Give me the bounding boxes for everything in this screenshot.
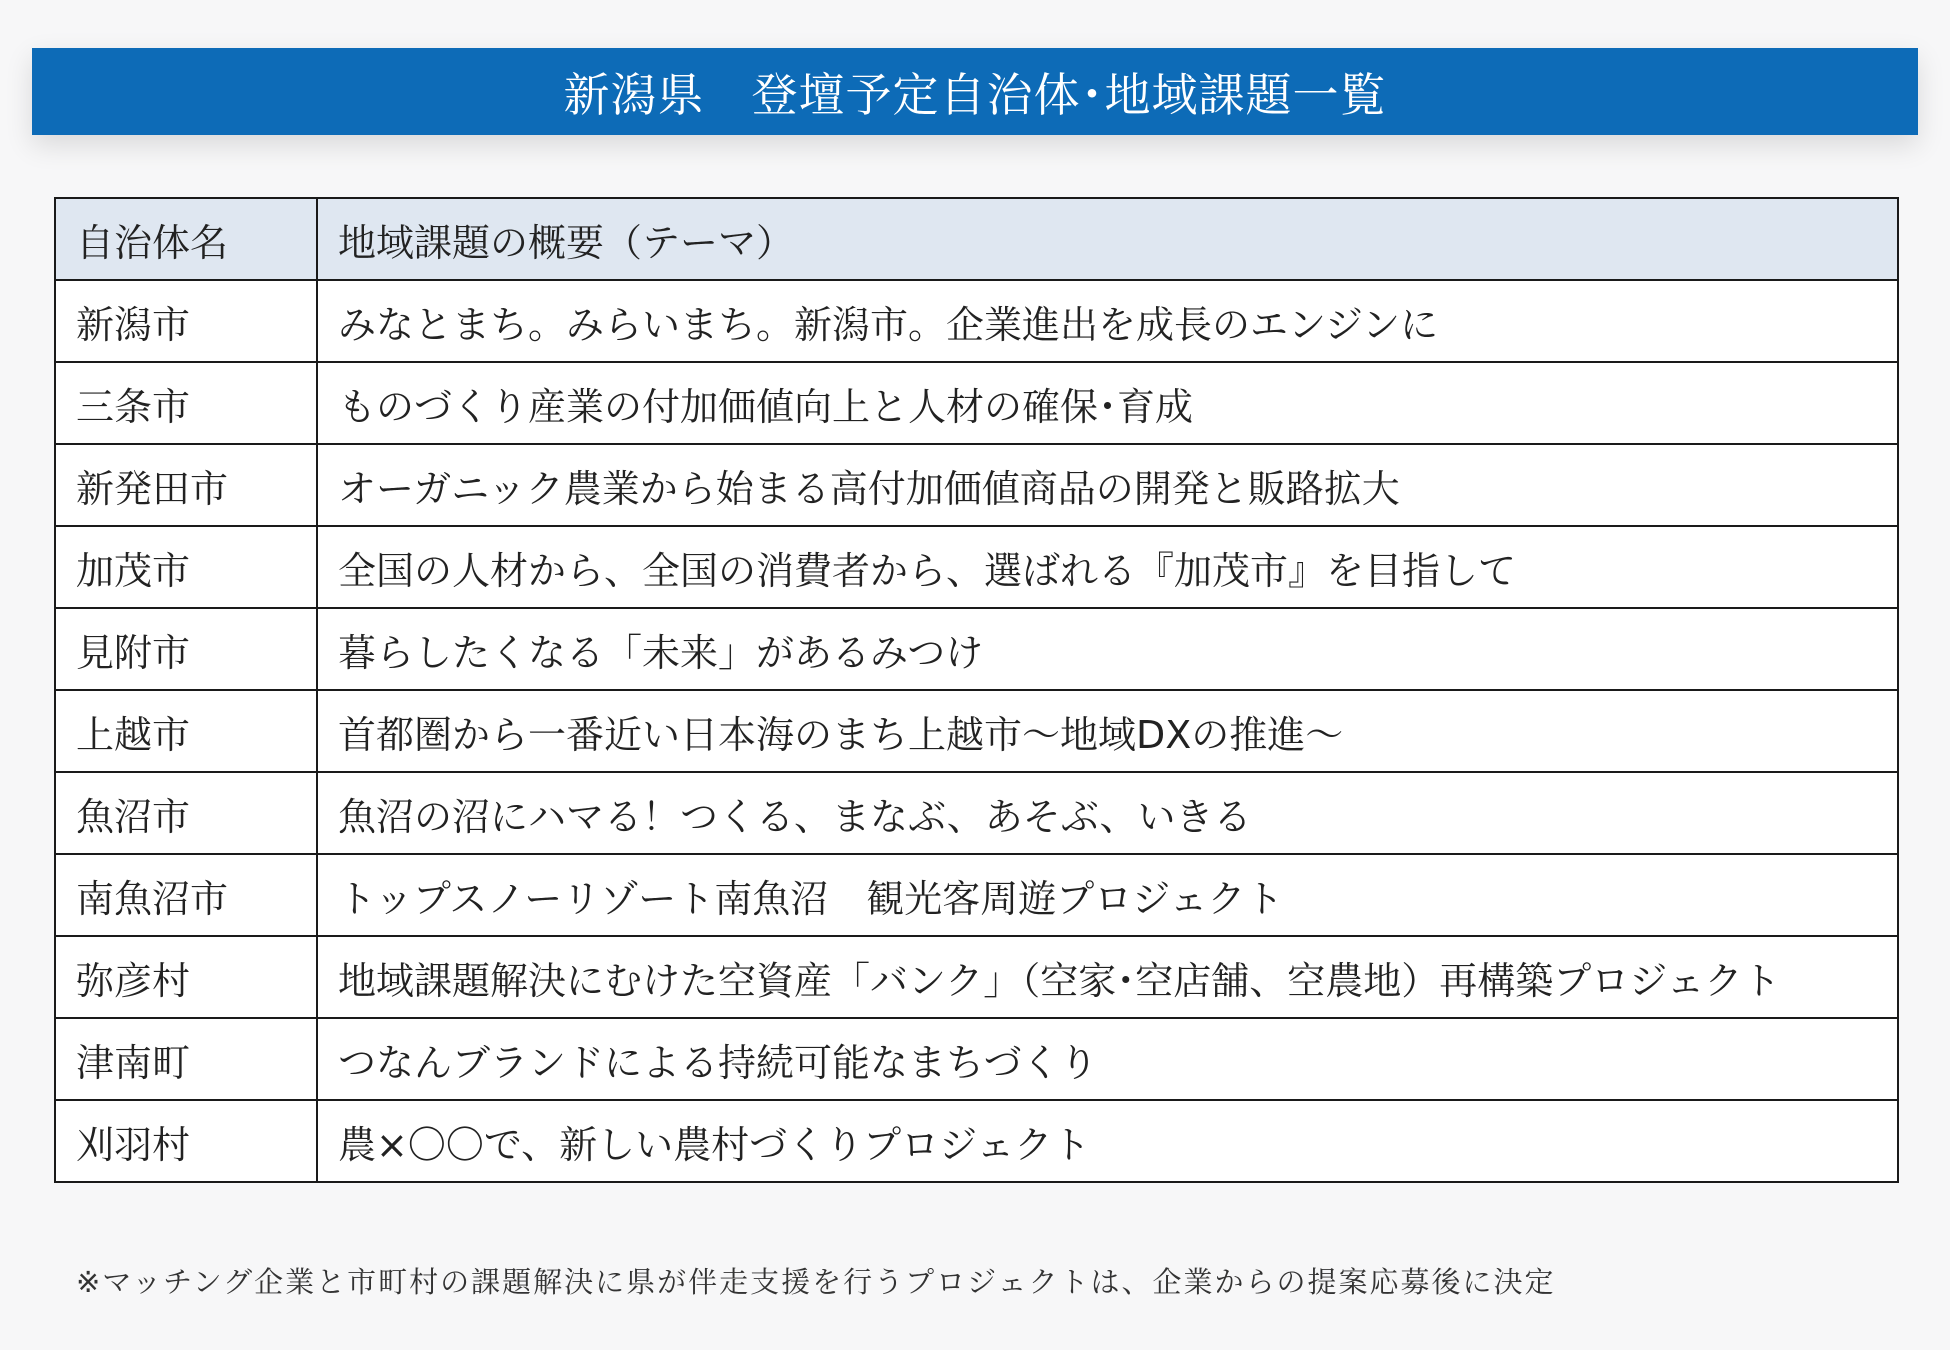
table-row [55, 280, 1898, 362]
municipality-name: 津南町 [55, 1018, 317, 1100]
municipality-name: 刈羽村 [55, 1100, 317, 1182]
table-row [55, 444, 1898, 526]
issue-theme: 魚沼の沼にハマる！つくる、まなぶ、あそぶ、いきる [317, 772, 1898, 854]
column-header-municipality: 自治体名 [55, 198, 317, 280]
table-row [55, 1100, 1898, 1182]
municipality-name: 三条市 [55, 362, 317, 444]
table-row [55, 526, 1898, 608]
issue-theme: ものづくり産業の付加価値向上と人材の確保･育成 [317, 362, 1898, 444]
municipality-name: 魚沼市 [55, 772, 317, 854]
table-row [55, 690, 1898, 772]
issue-theme: 農×〇〇で、新しい農村づくりプロジェクト [317, 1100, 1898, 1182]
issue-theme: 暮らしたくなる「未来」があるみつけ [317, 608, 1898, 690]
table-row [55, 854, 1898, 936]
table-header-row [55, 198, 1898, 280]
column-header-theme: 地域課題の概要（テーマ） [317, 198, 1898, 280]
table-row [55, 772, 1898, 854]
page-title: 新潟県 登壇予定自治体･地域課題一覧 [563, 67, 1387, 122]
issue-theme: オーガニック農業から始まる高付加価値商品の開発と販路拡大 [317, 444, 1898, 526]
title-banner [32, 48, 1918, 135]
footnote: ※マッチング企業と市町村の課題解決に県が伴走支援を行うプロジェクトは、企業からの提案応募後に決定 [76, 1265, 1556, 1299]
issue-theme: 地域課題解決にむけた空資産「バンク」（空家･空店舗、空農地）再構築プロジェクト [317, 936, 1898, 1018]
municipality-name: 新潟市 [55, 280, 317, 362]
issue-theme: みなとまち。みらいまち。新潟市。企業進出を成長のエンジンに [317, 280, 1898, 362]
municipality-name: 新発田市 [55, 444, 317, 526]
table-row [55, 362, 1898, 444]
municipality-name: 上越市 [55, 690, 317, 772]
municipality-name: 弥彦村 [55, 936, 317, 1018]
issue-theme: 首都圏から一番近い日本海のまち上越市～地域DXの推進～ [317, 690, 1898, 772]
table-row [55, 936, 1898, 1018]
table-row [55, 1018, 1898, 1100]
table-row [55, 608, 1898, 690]
municipality-name: 見附市 [55, 608, 317, 690]
issue-theme: トップスノーリゾート南魚沼 観光客周遊プロジェクト [317, 854, 1898, 936]
issue-theme: つなんブランドによる持続可能なまちづくり [317, 1018, 1898, 1100]
municipality-name: 加茂市 [55, 526, 317, 608]
issue-theme: 全国の人材から、全国の消費者から、選ばれる『加茂市』を目指して [317, 526, 1898, 608]
municipality-name: 南魚沼市 [55, 854, 317, 936]
municipality-issues-table [54, 197, 1899, 1183]
